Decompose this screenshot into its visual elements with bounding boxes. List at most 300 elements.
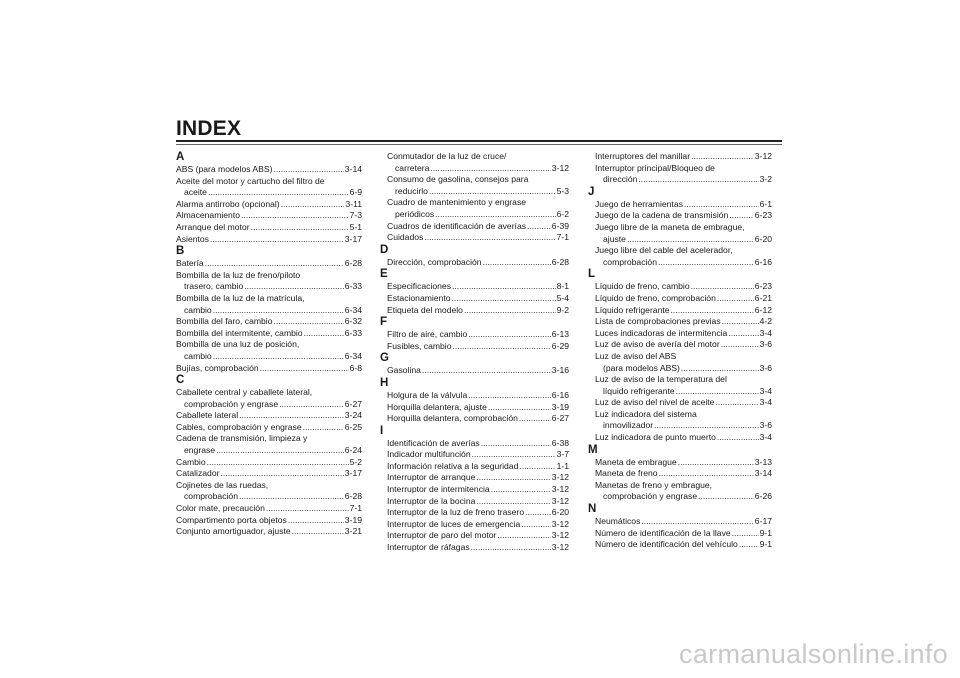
dot-leader (671, 305, 754, 317)
dot-leader (274, 316, 344, 328)
page-title: INDEX (176, 117, 242, 140)
dot-leader (659, 468, 754, 480)
dot-leader (422, 365, 551, 377)
index-entry-text: Interruptor de paro del motor (387, 530, 497, 541)
index-entry (380, 281, 569, 293)
dot-leader (497, 530, 550, 542)
dot-leader (213, 351, 344, 363)
index-entry-text: Asientos (176, 233, 209, 244)
index-entry-page: 6-39 (551, 220, 569, 231)
index-entry (380, 472, 569, 484)
index-letter-heading: G (380, 352, 389, 365)
index-entry-text: Neumáticos (595, 516, 641, 527)
index-entry-page: 3-12 (551, 495, 569, 506)
index-entry (176, 480, 362, 503)
dot-leader (698, 491, 754, 503)
index-entry (588, 432, 772, 444)
index-entry-page: 6-34 (344, 350, 362, 361)
index-entry-text: Luz de aviso de la temperatura del (595, 374, 727, 385)
index-entry-text: comprobación (603, 256, 657, 267)
index-entry-text: Catalizador (176, 468, 220, 479)
index-entry-page: 3-16 (551, 365, 569, 376)
index-entry-page: 3-4 (759, 385, 772, 396)
index-entry (588, 151, 772, 163)
index-entry (176, 222, 362, 234)
dot-leader (717, 432, 759, 444)
index-entry-page: 3-19 (344, 514, 362, 525)
index-entry (588, 163, 772, 186)
index-entry-text: Alarma antirrobo (opcional) (176, 198, 280, 209)
dot-leader (205, 258, 344, 270)
index-entry (176, 258, 362, 270)
index-entry-text: Interruptor de luces de emergencia (387, 518, 521, 529)
dot-leader (468, 390, 551, 402)
index-letter-heading: A (176, 151, 185, 163)
index-entry-text: Almacenamiento (176, 210, 241, 221)
index-entry-page: 6-23 (754, 210, 772, 221)
index-entry (176, 526, 362, 538)
index-entry (380, 174, 569, 197)
index-entry-page: 3-14 (754, 468, 772, 479)
dot-leader (471, 542, 551, 554)
index-column-2 (380, 151, 569, 554)
index-entry-text: Aceite del motor y cartucho del filtro de (176, 175, 325, 186)
index-entry-page: 6-21 (754, 292, 772, 303)
index-entry-text: Cables, comprobación y engrase (176, 421, 302, 432)
index-entry-page: 6-17 (754, 516, 772, 527)
index-entry-text: Interruptor de intermitencia (387, 484, 490, 495)
index-entry (380, 257, 569, 269)
index-entry-page: 3-4 (759, 432, 772, 443)
index-entry (380, 413, 569, 425)
index-entry-text: Estacionamiento (387, 292, 451, 303)
index-entry (176, 164, 362, 176)
index-entry (380, 305, 569, 317)
index-entry-text: Color mate, precaución (176, 503, 265, 514)
index-entry (380, 197, 569, 220)
index-entry (176, 316, 362, 328)
index-entry-page: 7-1 (349, 503, 362, 514)
index-entry-text: Horquilla delantera, comprobación (387, 413, 518, 424)
index-letter-heading: L (588, 268, 596, 281)
dot-leader (722, 316, 759, 328)
index-entry-text: Conjunto amortiguador, ajuste (176, 526, 291, 537)
index-entry-text: Bombilla de una luz de posición, (176, 339, 300, 350)
index-entry-page: 6-33 (344, 327, 362, 338)
index-entry-page: 3-12 (551, 484, 569, 495)
index-entry-page: 3-2 (759, 174, 772, 185)
index-entry-text: Filtro de aire, cambio (387, 329, 468, 340)
dot-leader (251, 222, 349, 234)
index-entry-page: 5-1 (349, 221, 362, 232)
index-entry-page: 6-32 (344, 316, 362, 327)
index-entry (176, 433, 362, 456)
index-entry (588, 245, 772, 268)
index-entry (588, 222, 772, 245)
index-entry (588, 516, 772, 528)
index-entry (176, 270, 362, 293)
index-entry-text: Líquido de freno, comprobación (595, 292, 716, 303)
index-entry-text: cambio (184, 304, 212, 315)
index-entry-page: 6-28 (344, 491, 362, 502)
dot-leader (304, 328, 344, 340)
index-entry-text: reducirlo (395, 185, 428, 196)
index-entry-text: Bombilla del faro, cambio (176, 316, 273, 327)
index-entry-page: 3-12 (551, 162, 569, 173)
index-entry (380, 542, 569, 554)
index-entry (176, 410, 362, 422)
index-entry-text: ajuste (603, 233, 626, 244)
dot-leader (239, 491, 344, 503)
index-entry-page: 5-3 (556, 185, 569, 196)
index-entry-text: Manetas de freno y embrague, (595, 479, 713, 490)
index-entry-text: Cuadros de identificación de averías (387, 220, 527, 231)
index-entry-page: 3-17 (344, 233, 362, 244)
dot-leader (519, 461, 555, 473)
index-entry (588, 457, 772, 469)
index-entry (380, 496, 569, 508)
index-entry-text: Juego libre del cable del acelerador, (595, 245, 733, 256)
index-entry-page: 3-24 (344, 410, 362, 421)
index-entry-page: 3-12 (551, 518, 569, 529)
index-entry-text: dirección (603, 174, 638, 185)
index-entry-text: Interruptor principal/Bloqueo de (595, 162, 715, 173)
dot-leader (658, 257, 754, 269)
index-entry-page: 1-1 (556, 460, 569, 471)
index-column-1 (176, 151, 362, 538)
index-entry-text: engrase (184, 445, 216, 456)
index-entry (176, 457, 362, 469)
dot-leader (476, 496, 550, 508)
index-entry-page: 4-2 (759, 316, 772, 327)
index-entry (380, 232, 569, 244)
index-entry-text: Juego de la cadena de transmisión (595, 210, 729, 221)
index-entry-text: (para modelos ABS) (603, 362, 680, 373)
dot-leader (244, 281, 344, 293)
index-entry-text: inmovilizador (603, 420, 654, 431)
dot-leader (729, 210, 754, 222)
index-entry-page: 6-33 (344, 281, 362, 292)
index-entry (588, 328, 772, 340)
dot-leader (279, 399, 344, 411)
dot-leader (281, 199, 345, 211)
index-entry-text: Cuidados (387, 232, 424, 243)
index-letter-heading: E (380, 268, 388, 281)
index-entry-page: 3-17 (344, 468, 362, 479)
dot-leader (519, 413, 551, 425)
index-entry-page: 9-1 (759, 527, 772, 538)
index-entry-text: Gasolina (387, 365, 421, 376)
title-rule-thick (176, 140, 782, 142)
dot-leader (641, 516, 753, 528)
index-entry (588, 210, 772, 222)
index-entry-page: 9-2 (556, 304, 569, 315)
dot-leader (208, 187, 349, 199)
index-entry-text: Bombilla de la luz de freno/piloto (176, 269, 301, 280)
dot-leader (472, 449, 556, 461)
index-column-3 (588, 151, 772, 551)
index-entry-text: Arranque del motor (176, 221, 250, 232)
dot-leader (429, 186, 556, 198)
index-entry (588, 528, 772, 540)
dot-leader (210, 234, 344, 246)
dot-leader (525, 507, 551, 519)
index-entry-text: ABS (para modelos ABS) (176, 164, 273, 174)
index-entry (588, 351, 772, 374)
index-entry (380, 329, 569, 341)
index-entry-page: 3-13 (754, 456, 772, 467)
index-entry-page: 3-11 (345, 198, 362, 209)
dot-leader (241, 210, 349, 222)
dot-leader (213, 305, 344, 317)
index-entry-page: 6-23 (754, 281, 772, 292)
dot-leader (435, 209, 555, 221)
index-entry-text: comprobación y engrase (603, 491, 698, 502)
index-entry (380, 341, 569, 353)
index-entry (588, 316, 772, 328)
index-entry-page: 6-38 (551, 437, 569, 448)
index-entry-text: Indicador multifunción (387, 449, 471, 460)
index-entry (588, 199, 772, 211)
index-entry-text: Identificación de averías (387, 437, 480, 448)
index-entry-text: comprobación y engrase (184, 398, 279, 409)
index-letter-heading: N (588, 503, 597, 516)
watermark: carmanualsonline.info (679, 639, 948, 669)
index-entry (380, 519, 569, 531)
index-entry-page: 6-9 (349, 187, 362, 198)
index-entry (176, 293, 362, 316)
index-letter-heading: F (380, 316, 388, 329)
index-entry-text: Interruptor de ráfagas (387, 542, 470, 553)
index-entry (176, 468, 362, 480)
dot-leader (468, 329, 551, 341)
index-entry-text: Maneta de embrague (595, 456, 677, 467)
index-entry-text: Juego de herramientas (595, 198, 683, 209)
index-entry (176, 363, 362, 375)
index-entry (176, 515, 362, 527)
index-entry-text: Luz de aviso del ABS (595, 350, 677, 361)
index-entry (588, 409, 772, 432)
index-entry (588, 397, 772, 409)
dot-leader (732, 528, 759, 540)
dot-leader (452, 341, 550, 353)
index-entry (588, 468, 772, 480)
index-entry-text: Caballete lateral (176, 410, 239, 421)
index-entry-page: 6-28 (344, 258, 362, 269)
index-entry-page: 6-24 (344, 445, 362, 456)
index-entry (588, 374, 772, 397)
dot-leader (721, 339, 759, 351)
index-entry-page: 3-14 (344, 164, 362, 174)
index-entry-text: Bujías, comprobación (176, 362, 259, 373)
index-entry (176, 503, 362, 515)
index-letter-heading: B (176, 245, 185, 258)
index-entry-page: 3-19 (551, 401, 569, 412)
dot-leader (260, 363, 349, 375)
index-entry (380, 293, 569, 305)
index-entry (176, 387, 362, 410)
index-letter-heading: J (588, 185, 595, 198)
index-entry-text: trasero, cambio (184, 281, 244, 292)
index-entry-text: Información relativa a la seguridad (387, 460, 519, 471)
dot-leader (717, 293, 754, 305)
index-entry (588, 293, 772, 305)
index-entry-text: Fusibles, cambio (387, 340, 452, 351)
index-entry (380, 438, 569, 450)
dot-leader (527, 221, 551, 233)
index-entry-text: Líquido de freno, cambio (595, 281, 690, 292)
dot-leader (678, 457, 754, 469)
index-entry-page: 6-20 (551, 507, 569, 518)
dot-leader (288, 515, 344, 527)
index-entry (380, 151, 569, 174)
index-entry-page: 6-1 (759, 198, 772, 209)
index-entry (380, 507, 569, 519)
index-entry-page: 6-2 (556, 208, 569, 219)
index-entry-text: Consumo de gasolina, consejos para (387, 174, 529, 185)
index-entry-text: Número de identificación de la llave (595, 527, 731, 538)
index-entry-text: Número de identificación del vehículo (595, 539, 738, 550)
index-entry (588, 305, 772, 317)
dot-leader (684, 199, 759, 211)
index-letter-heading: I (380, 424, 384, 437)
index-entry (380, 449, 569, 461)
index-letter-heading: D (380, 243, 389, 256)
index-entry-text: periódicos (395, 208, 435, 219)
index-letter-heading: C (176, 374, 185, 387)
index-entry-page: 6-29 (551, 340, 569, 351)
index-entry-text: Maneta de freno (595, 468, 658, 479)
dot-leader (739, 539, 759, 551)
dot-leader (715, 397, 758, 409)
index-entry-text: Holgura de la válvula (387, 389, 468, 400)
index-entry-text: Cadena de transmisión, limpieza y (176, 433, 308, 444)
index-entry-page: 3-6 (759, 339, 772, 350)
index-entry (176, 422, 362, 434)
dot-leader (488, 402, 551, 414)
index-entry (176, 199, 362, 211)
index-entry-page: 8-1 (556, 281, 569, 292)
index-entry-page: 9-1 (759, 539, 772, 550)
index-entry (380, 365, 569, 377)
index-entry-text: Juego libre de la maneta de embrague, (595, 221, 745, 232)
index-entry-text: Líquido refrigerante (595, 304, 670, 315)
dot-leader (676, 386, 759, 398)
index-entry-text: Caballete central y caballete lateral, (176, 387, 313, 398)
index-entry-text: carretera (395, 162, 430, 173)
index-entry (176, 234, 362, 246)
index-entry-page: 6-27 (344, 398, 362, 409)
index-entry-text: cambio (184, 350, 212, 361)
index-entry (380, 530, 569, 542)
index-entry (176, 210, 362, 222)
index-entry-text: Cuadro de mantenimiento y engrase (387, 197, 527, 208)
index-entry-page: 6-16 (551, 389, 569, 400)
index-entry (176, 339, 362, 362)
index-entry (380, 484, 569, 496)
index-entry-page: 3-12 (551, 530, 569, 541)
dot-leader (303, 422, 344, 434)
index-entry-page: 3-7 (556, 449, 569, 460)
index-entry-page: 3-4 (759, 327, 772, 338)
dot-leader (654, 420, 758, 432)
index-entry (380, 390, 569, 402)
index-entry-text: comprobación (184, 491, 238, 502)
index-entry-page: 6-13 (551, 329, 569, 340)
dot-leader (430, 163, 550, 175)
index-entry-text: Interruptores del manillar (595, 151, 691, 161)
dot-leader (691, 281, 754, 293)
index-entry (588, 480, 772, 503)
index-entry (588, 339, 772, 351)
dot-leader (207, 457, 349, 469)
title-rule-thin (176, 144, 782, 145)
index-entry-text: Conmutador de la luz de cruce/ (387, 151, 507, 161)
index-entry-text: Etiqueta del modelo (387, 304, 463, 315)
index-entry-page: 7-1 (556, 232, 569, 243)
dot-leader (239, 410, 344, 422)
index-entry-text: Batería (176, 258, 204, 269)
dot-leader (481, 438, 551, 450)
index-entry-page: 6-20 (754, 233, 772, 244)
index-entry (380, 461, 569, 473)
dot-leader (266, 503, 349, 515)
index-entry-text: Cojinetes de las ruedas, (176, 479, 269, 490)
dot-leader (274, 164, 344, 176)
index-entry-page: 6-12 (754, 304, 772, 315)
index-entry (380, 402, 569, 414)
index-entry-text: Bombilla de la luz de la matrícula, (176, 292, 305, 303)
index-letter-heading: M (588, 443, 598, 456)
index-entry-page: 6-28 (551, 256, 569, 267)
index-entry-text: Lista de comprobaciones previas (595, 316, 721, 327)
dot-leader (452, 293, 556, 305)
index-entry-page: 7-3 (349, 210, 362, 221)
index-entry-text: Cambio (176, 456, 206, 467)
index-entry-text: Dirección, comprobación (387, 256, 482, 267)
dot-leader (627, 234, 754, 246)
index-entry-page: 3-12 (551, 542, 569, 553)
dot-leader (216, 445, 344, 457)
index-entry-page: 5-2 (349, 456, 362, 467)
dot-leader (681, 363, 759, 375)
index-entry-text: Luz de aviso de avería del motor (595, 339, 720, 350)
index-entry (588, 281, 772, 293)
index-entry-text: Interruptor de la luz de freno trasero (387, 507, 525, 518)
dot-leader (521, 519, 551, 531)
dot-leader (476, 472, 550, 484)
dot-leader (292, 526, 344, 538)
index-entry (588, 539, 772, 551)
dot-leader (691, 151, 754, 163)
index-entry-page: 3-21 (344, 526, 362, 537)
index-entry-page: 6-27 (551, 413, 569, 424)
dot-leader (452, 281, 556, 293)
index-entry-text: Bombilla del intermitente, cambio (176, 327, 303, 338)
index-entry-page: 6-8 (349, 362, 362, 373)
index-entry-page: 3-12 (551, 472, 569, 483)
dot-leader (491, 484, 551, 496)
index-entry-page: 6-25 (344, 421, 362, 432)
index-entry-text: Horquilla delantera, ajuste (387, 401, 487, 412)
index-entry-page: 3-6 (759, 420, 772, 431)
dot-leader (638, 174, 758, 186)
index-entry-page: 3-12 (754, 151, 772, 161)
index-entry-text: líquido refrigerante (603, 385, 675, 396)
index-entry (176, 328, 362, 340)
dot-leader (424, 232, 555, 244)
index-entry (176, 176, 362, 199)
